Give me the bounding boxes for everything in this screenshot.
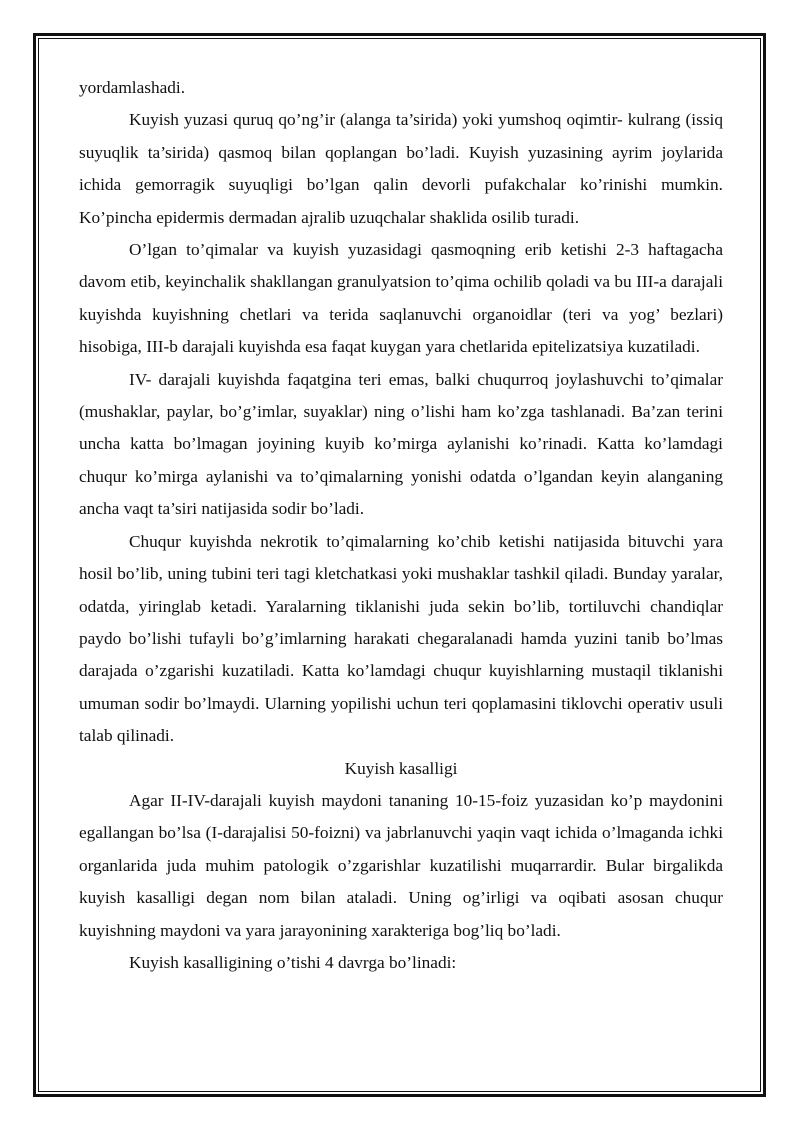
document-body bbox=[79, 72, 723, 979]
paragraph-tissue-dissolution: O’lgan to’qimalar va kuyish yuzasidagi qasmoqning erib ketishi 2-3 haftagacha davom etib, keyinchalik shakllangan granulyatsion to’qima ochilib qoladi va bu III-a darajali kuyishda kuyishning chetlari va terida saqlanuvchi organoidlar (teri va yog’ bezlari) hisobiga, III-b darajali kuyishda esa faqat kuygan yara chetlarida epitelizatsiya kuzatiladi. bbox=[79, 240, 723, 357]
paragraph-continuation: yordamlashadi. bbox=[79, 78, 186, 97]
section-heading: Kuyish kasalligi bbox=[344, 758, 458, 778]
paragraph-disease-stages: Kuyish kasalligining o’tishi 4 davrga bo’linadi: bbox=[129, 952, 457, 972]
paragraph-deep-burn: Chuqur kuyishda nekrotik to’qimalarning ko’chib ketishi natijasida bituvchi yara hosil bo’lib, uning tubini teri tagi kletchatkasi yoki mushaklar tashkil qiladi. Bunday yaralar, odatda, yiringlab ketadi. Yaralarning tiklanishi juda sekin bo’lib, tortiluvchi chandiqlar paydo bo’lishi tufayli bo’g’imlarning harakati chegaralanadi hamda yuzini tanib bo’lmas darajada o’zgarishi kuzatiladi. Katta ko’lamdagi chuqur kuyishlarning mustaqil tiklanishi umuman sodir bo’lmaydi. Ularning yopilishi uchun teri qoplamasini tiklovchi operativ usuli talab qilinadi. bbox=[79, 531, 723, 746]
paragraph-fourth-degree: IV- darajali kuyishda faqatgina teri emas, balki chuqurroq joylashuvchi to’qimalar (mushaklar, paylar, bo’g’imlar, suyaklar) ning o’lishi ham ko’zga tashlanadi. Ba’zan terini uncha katta bo’lmagan joyining kuyib ko’mirga aylanishi ko’rinadi. Katta ko’lamdagi chuqur ko’mirga aylanishi va to’qimalarning yonishi odatda o’lgandan keyin alanganing ancha vaqt ta’siri natijasida sodir bo’ladi. bbox=[79, 369, 723, 519]
paragraph-burn-surface: Kuyish yuzasi quruq qo’ng’ir (alanga ta’sirida) yoki yumshoq oqimtir- kulrang (issiq suyuqlik ta’sirida) qasmoq bilan qoplangan bo’ladi. Kuyish yuzasining ayrim joylarida ichida gemorragik suyuqligi bo’lgan qalin devorli pufakchalar ko’rinishi mumkin. Ko’pincha epidermis dermadan ajralib uzuqchalar shaklida osilib turadi. bbox=[79, 110, 723, 227]
paragraph-burn-disease: Agar II-IV-darajali kuyish maydoni tananing 10-15-foiz yuzasidan ko’p maydonini egallangan bo’lsa (I-darajalisi 50-foizni) va jabrlanuvchi yaqin vaqt ichida o’lmaganda ichki organlarida juda muhim patologik o’zgarishlar kuzatilishi muqarrardir. Bular birgalikda kuyish kasalligi degan nom bilan ataladi. Uning og’irligi va oqibati asosan chuqur kuyishning maydoni va yara jarayonining xarakteriga bog’liq bo’ladi. bbox=[79, 790, 723, 940]
